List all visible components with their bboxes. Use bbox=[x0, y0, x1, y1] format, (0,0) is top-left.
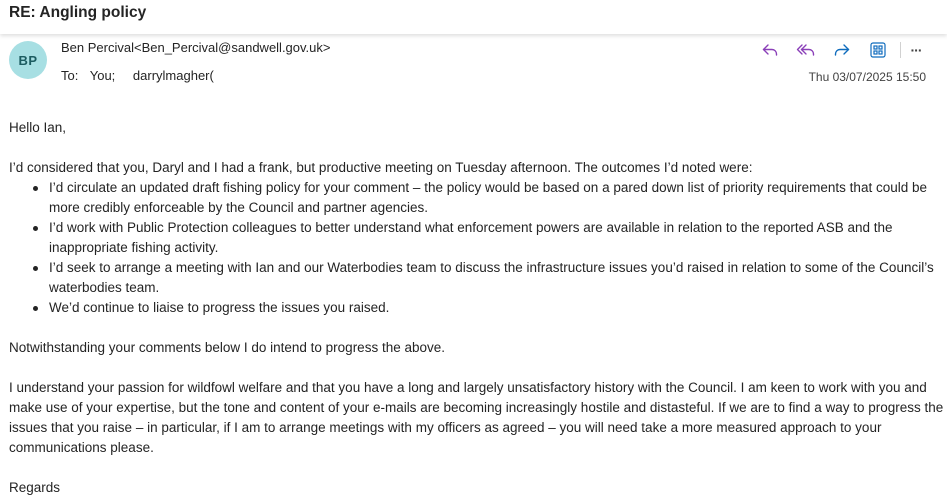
reply-button[interactable] bbox=[758, 38, 782, 62]
subject-bar bbox=[0, 0, 947, 34]
sent-date: Thu 03/07/2025 15:50 bbox=[808, 70, 926, 84]
reply-all-icon bbox=[795, 40, 817, 60]
recipient-darryl[interactable]: darrylmagher( bbox=[132, 68, 214, 83]
email-subject: RE: Angling policy bbox=[9, 4, 147, 21]
paragraph-progress: Notwithstanding your comments below I do intend to progress the above. bbox=[9, 340, 445, 355]
reply-all-button[interactable] bbox=[794, 38, 818, 62]
forward-button[interactable] bbox=[830, 38, 854, 62]
more-actions-button[interactable]: ··· bbox=[910, 42, 922, 58]
sender-address[interactable]: Ben Percival<Ben_Percival@sandwell.gov.uk> bbox=[61, 40, 331, 55]
message-body bbox=[9, 118, 944, 498]
message-actions bbox=[0, 38, 947, 62]
outcomes-list bbox=[9, 178, 944, 318]
recipient-you[interactable]: You; bbox=[89, 68, 116, 83]
signoff: Regards bbox=[9, 480, 61, 495]
list-item: I’d circulate an updated draft fishing policy for your comment – the policy would be based on a pared down list of priority requirements that could be more credibly enforceable by the Council and partner agencies. bbox=[49, 178, 944, 218]
to-label: To: bbox=[61, 68, 79, 83]
paragraph-concerns: I understand your passion for wildfowl welfare and that you have a long and largely unsatisfactory history with the Council. I am keen to work with you and make use of your expertise, but the tone and content of your e-mails are becoming increasingly hostile and distasteful. If we are to find a way to progress the issues that you raise – in particular, if I am to arrange meetings with my officers as agreed – you will need take a more measured approach to your communications please. bbox=[9, 380, 944, 455]
list-item: We’d continue to liaise to progress the issues you raised. bbox=[49, 298, 944, 318]
intro-paragraph: I’d considered that you, Daryl and I had a frank, but productive meeting on Tuesday afternoon. The outcomes I’d noted were: bbox=[9, 160, 753, 175]
recipients-line bbox=[61, 68, 221, 83]
reply-icon bbox=[760, 40, 780, 60]
apps-icon bbox=[869, 41, 887, 59]
forward-icon bbox=[832, 40, 852, 60]
avatar[interactable]: BP bbox=[9, 41, 47, 79]
list-item: I’d seek to arrange a meeting with Ian and our Waterbodies team to discuss the infrastructure issues you’d raised in relation to some of the Council’s waterbodies team. bbox=[49, 258, 944, 298]
list-item: I’d work with Public Protection colleagues to better understand what enforcement powers are available in relation to the reported ASB and the inappropriate fishing activity. bbox=[49, 218, 944, 258]
greeting: Hello Ian, bbox=[9, 120, 67, 135]
actions-divider bbox=[900, 42, 901, 58]
apps-button[interactable] bbox=[866, 38, 890, 62]
